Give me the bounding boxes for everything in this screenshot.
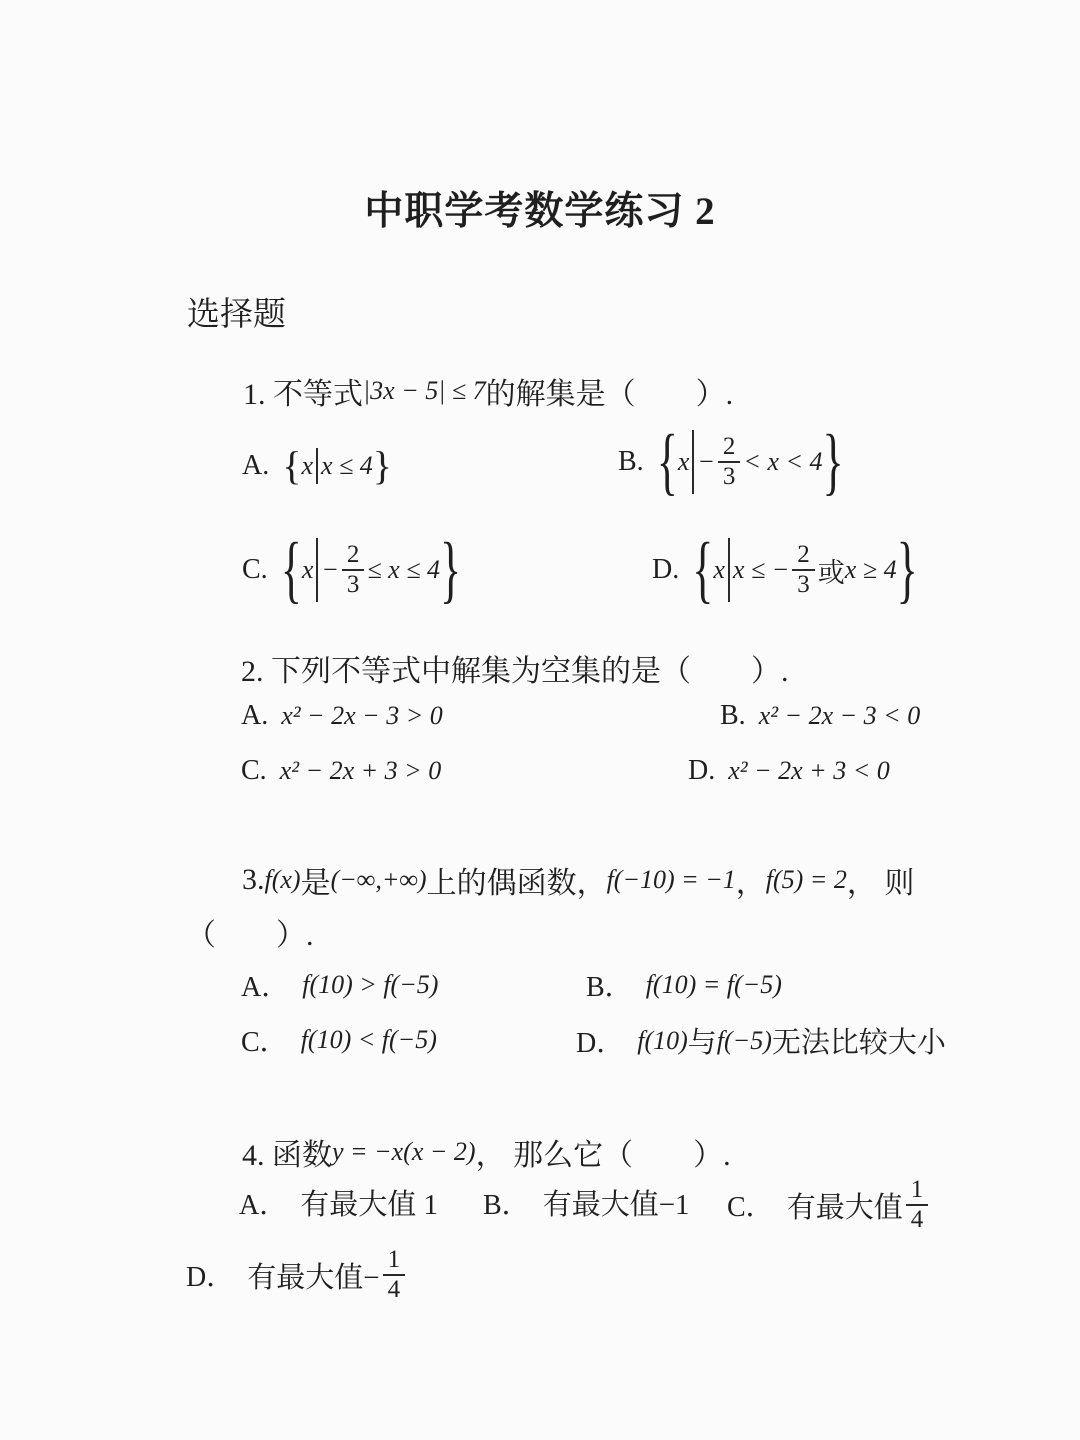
right-brace: } — [822, 419, 844, 504]
q3-stem-math-interval: (−∞,+∞) — [330, 865, 427, 894]
q3-stem — [242, 858, 914, 902]
q3-stem-math-fx: f(x) — [264, 865, 301, 894]
q3-option-a — [241, 965, 438, 1005]
q1-option-a — [242, 443, 392, 488]
set-variable: x — [713, 555, 725, 584]
q3-option-b-math: f(10) = f(−5) — [645, 970, 782, 999]
q4-option-a-text: 有最大值 1 — [300, 1189, 438, 1221]
set-divider-bar — [316, 538, 318, 602]
right-brace: } — [372, 443, 392, 488]
fraction — [906, 1176, 929, 1234]
left-brace: { — [692, 527, 714, 612]
q4-option-d-label: D． — [186, 1262, 235, 1293]
set-condition: ≤ x ≤ 4 — [367, 555, 440, 584]
q3-stem-math-f10: f(−10) = −1 — [606, 865, 736, 894]
q1-option-d-math — [692, 527, 918, 612]
fraction-numerator: 2 — [342, 541, 365, 571]
q3-option-d-text-1: 与 — [687, 1027, 717, 1059]
q2-stem-text: 2. 下列不等式中解集为空集的是（ ）. — [241, 655, 789, 688]
q3-option-d-math-1: f(10) — [637, 1025, 688, 1055]
set-condition-right: x ≥ 4 — [844, 555, 897, 584]
minus-sign: − — [697, 447, 715, 476]
q1-stem-math: |3x − 5| ≤ 7 — [363, 376, 486, 405]
q3-stem-text-3: ， — [735, 867, 766, 900]
set-divider-bar — [728, 538, 730, 602]
q3-option-a-math: f(10) > f(−5) — [302, 970, 439, 999]
left-brace: { — [656, 419, 678, 504]
q2-stem — [241, 646, 789, 690]
q3-stem-text-2: 上的偶函数， — [426, 867, 607, 900]
q3-option-d-text-2: 无法比较大小 — [771, 1027, 946, 1059]
set-divider-bar — [692, 430, 694, 494]
q1-option-b-math — [656, 419, 844, 504]
q1-stem-prefix: 1. 不等式 — [243, 378, 363, 411]
q3-option-d — [576, 1020, 946, 1061]
q2-option-c-label: C. — [241, 755, 267, 786]
q1-option-b-label: B. — [618, 446, 644, 477]
section-heading: 选择题 — [187, 297, 286, 333]
fraction — [383, 1246, 406, 1304]
fraction — [342, 541, 365, 599]
q3-stem-text-1: 是 — [300, 867, 331, 900]
q3-option-d-math-2: f(−5) — [716, 1025, 772, 1055]
q4-option-d-text: 有最大值− — [247, 1261, 380, 1294]
q1-option-c-label: C. — [242, 554, 268, 585]
q4-stem — [242, 1130, 731, 1174]
q2-option-a-math: x² − 2x − 3 > 0 — [281, 701, 443, 730]
q1-option-a-label: A. — [242, 450, 270, 481]
q2-option-b-math: x² − 2x − 3 < 0 — [758, 701, 921, 730]
q3-stem-number: 3. — [242, 863, 265, 896]
q1-option-c — [242, 527, 462, 612]
fraction — [718, 433, 741, 491]
fraction-numerator: 2 — [718, 433, 741, 463]
q4-option-c-label: C． — [727, 1192, 774, 1223]
minus-sign: − — [321, 555, 339, 584]
fraction-numerator: 2 — [792, 541, 815, 571]
q3-option-c — [241, 1020, 437, 1060]
set-variable: x — [677, 447, 690, 476]
q2-option-a — [241, 700, 443, 732]
q3-stem-math-f5: f(5) = 2 — [765, 865, 847, 894]
fraction-denominator: 4 — [910, 1206, 924, 1233]
q3-stem-text-4: ， 则 — [846, 867, 915, 900]
q1-option-a-math — [282, 443, 392, 488]
q4-option-a-label: A． — [239, 1189, 288, 1221]
fraction-denominator: 3 — [346, 571, 360, 598]
or-word: 或 — [817, 557, 845, 588]
right-brace: } — [440, 527, 462, 612]
set-variable: x — [301, 451, 313, 480]
fraction-numerator: 1 — [906, 1176, 929, 1206]
q4-option-d — [186, 1246, 408, 1304]
q2-option-c — [241, 755, 441, 787]
q1-option-d-label: D. — [652, 554, 680, 585]
fraction-denominator: 3 — [797, 571, 810, 598]
q2-option-b — [720, 700, 920, 732]
left-brace: { — [282, 443, 302, 488]
q2-option-d-label: D. — [688, 755, 716, 786]
q4-option-a — [239, 1182, 438, 1223]
set-divider-bar — [316, 448, 318, 484]
q4-option-c — [727, 1176, 931, 1234]
q4-stem-number: 4. 函数 — [242, 1139, 332, 1172]
q1-option-d — [652, 527, 918, 612]
q4-stem-suffix: ， 那么它（ ）. — [475, 1139, 731, 1172]
q4-option-b-label: B． — [483, 1189, 530, 1221]
right-brace: } — [896, 527, 918, 612]
fraction-denominator: 3 — [722, 463, 736, 490]
q2-option-b-label: B. — [720, 700, 746, 731]
fraction-numerator: 1 — [383, 1246, 406, 1276]
q4-option-c-text: 有最大值 — [786, 1191, 903, 1224]
set-variable: x — [301, 555, 314, 584]
q4-stem-math: y = −x(x − 2) — [332, 1137, 476, 1166]
left-brace: { — [280, 527, 302, 612]
q3-option-c-label: C． — [241, 1027, 288, 1058]
set-condition-left: x ≤ − — [732, 555, 790, 584]
q2-option-a-label: A. — [241, 700, 269, 731]
q3-option-c-math: f(10) < f(−5) — [300, 1025, 437, 1054]
q3-option-a-label: A． — [241, 972, 290, 1003]
q1-option-c-math — [280, 527, 462, 612]
q2-option-c-math: x² − 2x + 3 > 0 — [279, 756, 442, 785]
q4-option-b — [483, 1182, 690, 1223]
q3-option-b-label: B． — [586, 972, 633, 1003]
q1-option-b — [618, 419, 844, 504]
q4-option-b-text: 有最大值−1 — [542, 1189, 690, 1221]
q2-option-d-math: x² − 2x + 3 < 0 — [728, 756, 890, 785]
fraction-denominator: 4 — [387, 1276, 401, 1303]
page-title: 中职学考数学练习 2 — [364, 190, 716, 233]
q3-option-d-label: D． — [576, 1027, 625, 1059]
set-condition: < x < 4 — [743, 447, 823, 476]
q3-answer-blank: （ ）. — [186, 919, 314, 952]
q1-stem — [243, 369, 733, 413]
q3-option-b — [586, 965, 782, 1005]
q3-stem-continuation — [186, 910, 314, 954]
set-condition: x ≤ 4 — [320, 451, 373, 480]
q2-option-d — [688, 755, 890, 787]
fraction — [792, 541, 815, 599]
q1-stem-suffix: 的解集是（ ）. — [485, 378, 734, 411]
